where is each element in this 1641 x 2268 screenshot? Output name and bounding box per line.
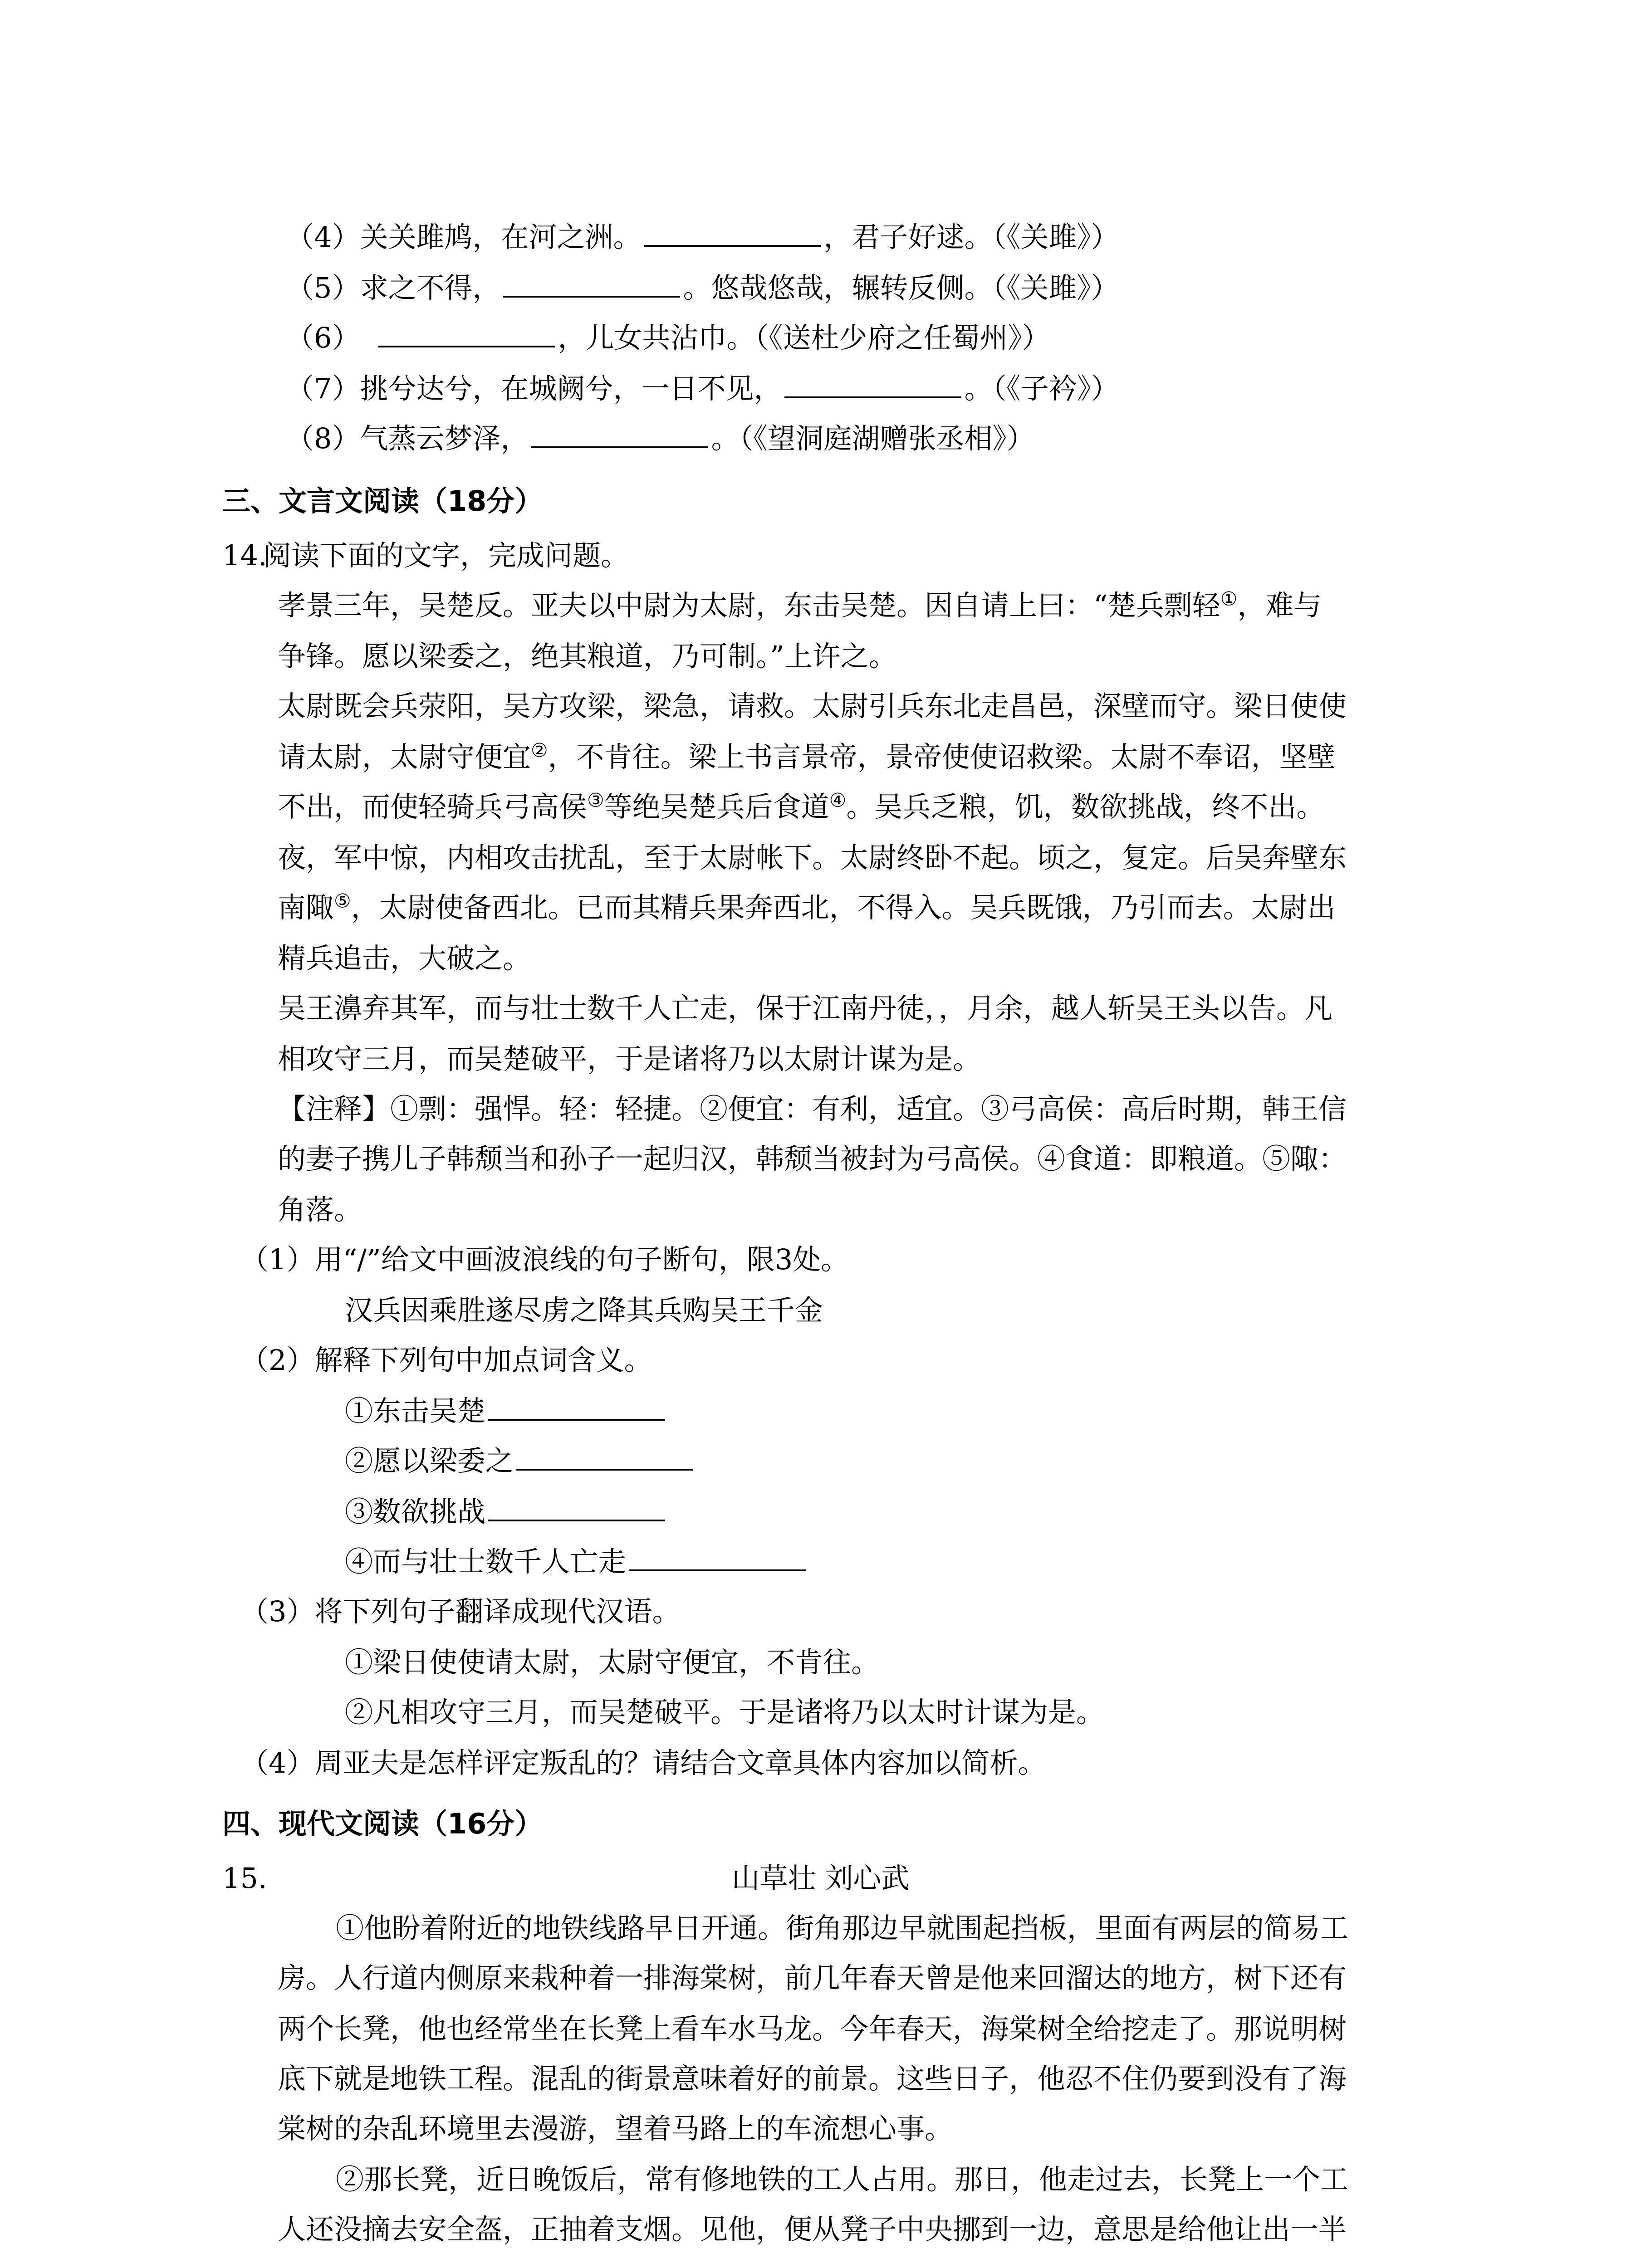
subquestion-4: （4）周亚夫是怎样评定叛乱的？请结合文章具体内容加以简析。: [240, 1746, 1046, 1779]
subquestion-2: （2）解释下列句中加点词含义。: [240, 1344, 652, 1377]
answer-blank[interactable]: [488, 1493, 665, 1521]
subquestion-2-item: ①东击吴楚: [345, 1391, 668, 1432]
passage-line: 吴王濞弃其军，而与壮士数千人亡走，保于江南丹徒，，月余，越人斩吴王头以告。凡: [278, 992, 1333, 1025]
answer-blank[interactable]: [644, 219, 821, 247]
section-heading-modern-reading: 四、现代文阅读（16分）: [222, 1807, 543, 1840]
answer-blank[interactable]: [378, 319, 555, 347]
fill-in-item-7: （7）挑兮达兮，在城阙兮，一日不见， 。（《子衿》）: [286, 368, 1119, 409]
subquestion-2-item: ④而与壮士数千人亡走: [345, 1541, 808, 1582]
passage-line: 太尉既会兵荥阳，吴方攻梁，梁急，请救。太尉引兵东北走昌邑，深壁而守。梁日使使: [278, 689, 1347, 723]
fill-in-item-8: （8）气蒸云梦泽， 。（《望洞庭湖赠张丞相》）: [286, 418, 1034, 459]
article-line: 底下就是地铁工程。混乱的街景意味着好的前景。这些日子，他忍不住仍要到没有了海: [278, 2062, 1347, 2095]
fill-in-item-6: （6） ，儿女共沾巾。（《送杜少府之任蜀州》）: [286, 318, 1050, 358]
article-line: ②那长凳，近日晚饭后，常有修地铁的工人占用。那日，他走过去，长凳上一个工: [336, 2163, 1349, 2196]
answer-blank[interactable]: [629, 1543, 806, 1571]
subquestion-3-item: ①梁日使使请太尉，太尉守便宜，不肯往。: [345, 1646, 880, 1679]
answer-blank[interactable]: [503, 269, 680, 298]
answer-blank[interactable]: [784, 370, 961, 398]
article-line: 棠树的杂乱环境里去漫游，望着马路上的车流想心事。: [278, 2112, 953, 2145]
article-line: 房。人行道内侧原来栽种着一排海棠树，前几年春天曾是他来回溜达的地方，树下还有: [278, 1961, 1347, 1994]
annotation-line: 的妻子携儿子韩颓当和孙子一起归汉，韩颓当被封为弓高侯。④食道：即粮道。⑤陬：: [278, 1142, 1347, 1175]
passage-line: 孝景三年，吴楚反。亚夫以中尉为太尉，东击吴楚。因自请上曰：“楚兵剽轻①，难与: [278, 587, 1322, 622]
annotation-line: 角落。: [278, 1193, 362, 1226]
fill-in-item-4: （4）关关雎鸠，在河之洲。 ，君子好逑。（《关雎》）: [286, 217, 1119, 258]
article-line: 两个长凳，他也经常坐在长凳上看车水马龙。今年春天，海棠树全给挖走了。那说明树: [278, 2012, 1347, 2045]
passage-line: 南陬⑤，太尉使备西北。已而其精兵果奔西北，不得入。吴兵既饿，乃引而去。太尉出: [278, 890, 1336, 924]
passage-line: 相攻守三月，而吴楚破平，于是诸将乃以太尉计谋为是。: [278, 1042, 981, 1075]
article-line: 人还没摘去安全盔，正抽着支烟。见他，便从凳子中央挪到一边，意思是给他让出一半: [278, 2213, 1347, 2246]
subquestion-2-item: ③数欲挑战: [345, 1491, 668, 1532]
question-prompt-14: 阅读下面的文字，完成问题。: [263, 539, 629, 572]
question-number-14: 14.: [222, 539, 267, 572]
question-number-15: 15.: [222, 1862, 267, 1895]
fill-in-item-5: （5）求之不得， 。悠哉悠哉，辗转反侧。（《关雎》）: [286, 268, 1119, 308]
subquestion-1-sentence: 汉兵因乘胜遂尽虏之降其兵购吴王千金: [345, 1294, 823, 1327]
annotation-line: 【注释】①剽：强悍。轻：轻捷。②便宜：有利，适宜。③弓高侯：高后时期，韩王信: [278, 1092, 1347, 1125]
passage-line: 夜，军中惊，内相攻击扰乱，至于太尉帐下。太尉终卧不起。顷之，复定。后吴奔壁东: [278, 841, 1347, 874]
article-title: 山草壮 刘心武: [731, 1862, 910, 1895]
passage-line: 不出，而使轻骑兵弓高侯③等绝吴楚兵后食道④。吴兵乏粮，饥，数欲挑战，终不出。: [278, 789, 1325, 823]
answer-blank[interactable]: [516, 1442, 693, 1471]
passage-line: 精兵追击，大破之。: [278, 942, 531, 975]
answer-blank[interactable]: [531, 420, 708, 448]
answer-blank[interactable]: [488, 1393, 665, 1421]
section-heading-classical-reading: 三、文言文阅读（18分）: [222, 484, 543, 518]
subquestion-3: （3）将下列句子翻译成现代汉语。: [240, 1595, 681, 1628]
passage-line: 请太尉，太尉守便宜②，不肯往。梁上书言景帝，景帝使使诏救梁。太尉不奉诏，坚壁: [278, 739, 1336, 773]
subquestion-2-item: ②愿以梁委之: [345, 1441, 696, 1481]
passage-line: 争锋。愿以梁委之，绝其粮道，乃可制。”上许之。: [278, 640, 897, 673]
subquestion-3-item: ②凡相攻守三月，而吴楚破平。于是诸将乃以太时计谋为是。: [345, 1696, 1105, 1729]
article-line: ①他盼着附近的地铁线路早日开通。街角那边早就围起挡板，里面有两层的简易工: [336, 1911, 1349, 1945]
subquestion-1: （1）用“/”给文中画波浪线的句子断句，限3处。: [240, 1243, 849, 1276]
